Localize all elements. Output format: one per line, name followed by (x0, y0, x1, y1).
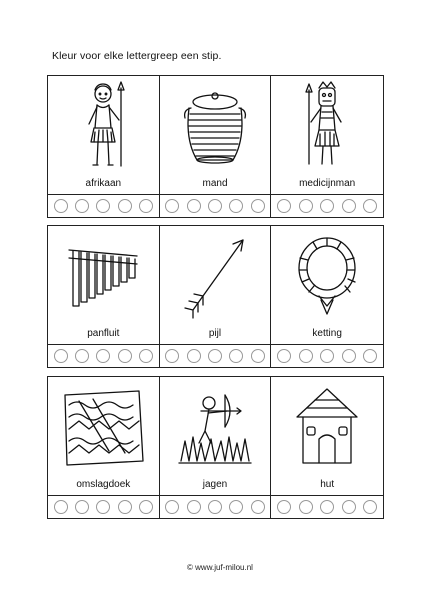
word-label: mand (160, 176, 271, 195)
syllable-dots (160, 345, 271, 367)
syllable-dot[interactable] (363, 199, 377, 213)
cell-ketting (271, 226, 383, 367)
syllable-dot[interactable] (187, 349, 201, 363)
syllable-dot[interactable] (342, 349, 356, 363)
word-label: ketting (271, 326, 383, 345)
word-label: afrikaan (48, 176, 159, 195)
word-label: jagen (160, 477, 271, 496)
syllable-dot[interactable] (342, 500, 356, 514)
syllable-dot[interactable] (139, 500, 153, 514)
cell-mand (160, 76, 272, 217)
syllable-dot[interactable] (251, 199, 265, 213)
cell-medicijnman (271, 76, 383, 217)
necklace-icon (271, 226, 383, 326)
medicine-man-icon (271, 76, 383, 176)
syllable-dots (271, 345, 383, 367)
hut-icon (271, 377, 383, 477)
syllable-dot[interactable] (277, 349, 291, 363)
cell-omslagdoek (48, 377, 160, 518)
worksheet-row-2 (47, 225, 384, 368)
syllable-dot[interactable] (320, 349, 334, 363)
syllable-dot[interactable] (75, 500, 89, 514)
syllable-dot[interactable] (139, 199, 153, 213)
cell-hut (271, 377, 383, 518)
syllable-dot[interactable] (208, 500, 222, 514)
syllable-dots (160, 195, 271, 217)
syllable-dot[interactable] (229, 500, 243, 514)
word-label: hut (271, 477, 383, 496)
syllable-dots (160, 496, 271, 518)
syllable-dot[interactable] (299, 199, 313, 213)
syllable-dot[interactable] (277, 199, 291, 213)
word-label: pijl (160, 326, 271, 345)
syllable-dot[interactable] (208, 199, 222, 213)
cell-afrikaan (48, 76, 160, 217)
footer-copyright: © www.juf-milou.nl (187, 563, 253, 572)
cell-panfluit (48, 226, 160, 367)
syllable-dot[interactable] (96, 199, 110, 213)
shawl-icon (48, 377, 159, 477)
arrow-icon (160, 226, 271, 326)
cell-jagen (160, 377, 272, 518)
syllable-dot[interactable] (139, 349, 153, 363)
syllable-dots (48, 496, 159, 518)
syllable-dot[interactable] (342, 199, 356, 213)
syllable-dots (48, 345, 159, 367)
instruction-text: Kleur voor elke lettergreep een stip. (52, 50, 222, 62)
syllable-dot[interactable] (229, 199, 243, 213)
syllable-dot[interactable] (96, 349, 110, 363)
syllable-dot[interactable] (187, 500, 201, 514)
syllable-dot[interactable] (320, 500, 334, 514)
worksheet-row-3 (47, 376, 384, 519)
syllable-dot[interactable] (75, 349, 89, 363)
syllable-dot[interactable] (251, 349, 265, 363)
syllable-dot[interactable] (277, 500, 291, 514)
syllable-dot[interactable] (118, 500, 132, 514)
syllable-dot[interactable] (320, 199, 334, 213)
pan-flute-icon (48, 226, 159, 326)
word-label: medicijnman (271, 176, 383, 195)
syllable-dot[interactable] (165, 199, 179, 213)
syllable-dot[interactable] (54, 349, 68, 363)
cell-pijl (160, 226, 272, 367)
syllable-dot[interactable] (118, 349, 132, 363)
syllable-dot[interactable] (54, 500, 68, 514)
hunter-icon (160, 377, 271, 477)
syllable-dot[interactable] (165, 500, 179, 514)
syllable-dot[interactable] (229, 349, 243, 363)
syllable-dots (271, 496, 383, 518)
syllable-dot[interactable] (118, 199, 132, 213)
syllable-dots (48, 195, 159, 217)
syllable-dots (271, 195, 383, 217)
worksheet-row-1 (47, 75, 384, 218)
syllable-dot[interactable] (363, 349, 377, 363)
syllable-dot[interactable] (299, 500, 313, 514)
syllable-dot[interactable] (299, 349, 313, 363)
syllable-dot[interactable] (187, 199, 201, 213)
syllable-dot[interactable] (96, 500, 110, 514)
syllable-dot[interactable] (54, 199, 68, 213)
syllable-dot[interactable] (251, 500, 265, 514)
word-label: panfluit (48, 326, 159, 345)
basket-icon (160, 76, 271, 176)
syllable-dot[interactable] (165, 349, 179, 363)
syllable-dot[interactable] (363, 500, 377, 514)
syllable-dot[interactable] (75, 199, 89, 213)
word-label: omslagdoek (48, 477, 159, 496)
african-man-icon (48, 76, 159, 176)
syllable-dot[interactable] (208, 349, 222, 363)
